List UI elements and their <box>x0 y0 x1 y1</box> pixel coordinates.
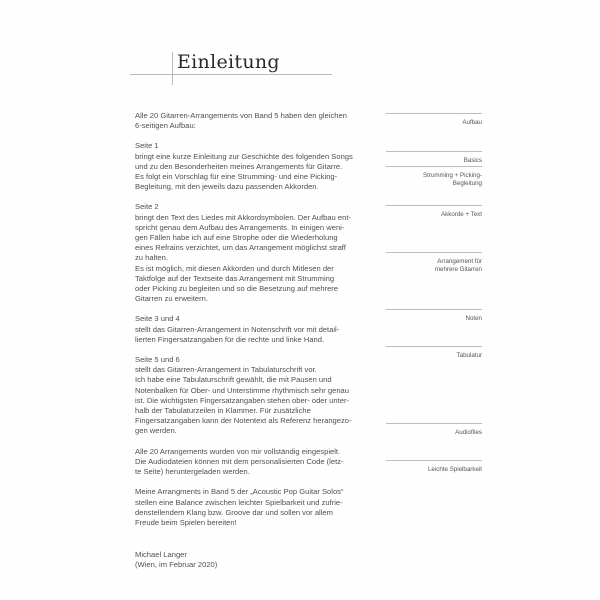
text-line: stellt das Gitarren-Arrangement in Notenschrift vor mit detail- <box>135 324 340 334</box>
margin-note <box>386 205 482 219</box>
margin-note <box>386 460 482 474</box>
text-line: eines Refrains verzichtet, um das Arrangement möglichst straff <box>135 243 346 253</box>
signature-name: Michael Langer <box>135 550 187 560</box>
margin-rule <box>386 423 482 424</box>
text-line: denstellendem Klang bzw. Groove dar und sollen vor allem <box>135 507 333 517</box>
paragraph <box>135 447 375 478</box>
text-line: Es ist möglich, mit diesen Akkorden und durch Mitlesen der <box>135 263 334 273</box>
margin-label-line: mehrere Gitarren <box>434 266 482 274</box>
margin-label-line: Akkorde + Text <box>441 211 482 218</box>
margin-note <box>386 113 482 127</box>
margin-rule <box>386 252 482 253</box>
margin-label <box>386 466 482 474</box>
margin-rule <box>386 460 482 461</box>
margin-label <box>386 352 482 360</box>
text-line: Es folgt ein Vorschlag für eine Strumming- und eine Picking- <box>135 172 338 182</box>
text-line: bringt eine kurze Einleitung zur Geschichte des folgenden Songs <box>135 151 353 161</box>
margin-label <box>386 211 482 219</box>
paragraph <box>135 111 375 131</box>
margin-note <box>386 309 482 323</box>
margin-label-line: Basics <box>463 157 482 164</box>
margin-label <box>386 172 482 188</box>
text-line: te Seite) heruntergeladen werden. <box>135 467 250 477</box>
page-title: Einleitung <box>177 51 280 73</box>
margin-label-line: Aufbau <box>462 119 482 126</box>
text-line: stellen eine Balance zwischen leichter Spielbarkeit und zufrie- <box>135 497 343 507</box>
text-line: gen werden. <box>135 426 177 436</box>
margin-label <box>386 429 482 437</box>
text-line: Alle 20 Gitarren-Arrangements von Band 5 haben den gleichen <box>135 111 347 120</box>
text-line: Seite 5 und 6 <box>135 355 180 365</box>
text-line: gen Fällen habe ich auf eine Strophe oder die Wiederholung <box>135 233 338 243</box>
signature-place-date: (Wien, im Februar 2020) <box>135 560 218 570</box>
margin-note <box>386 346 482 360</box>
margin-label-line: Arrangement für <box>437 258 482 265</box>
text-line: Ich habe eine Tabulaturschrift gewählt, die mit Pausen und <box>135 375 332 385</box>
text-line: Seite 2 <box>135 202 159 212</box>
paragraph <box>135 355 375 437</box>
text-line: Alle 20 Arrangements wurden von mir vollständig eingespielt. <box>135 446 341 456</box>
text-line: Fingersatzangaben kann der Notentext als Referenz herangezo- <box>135 416 352 426</box>
margin-rule <box>386 309 482 310</box>
text-line: Begleitung, mit den jeweils dazu passenden Akkorden. <box>135 182 319 192</box>
text-line: bringt den Text des Liedes mit Akkordsymbolen. Der Aufbau ent- <box>135 212 351 222</box>
text-line: stellt das Gitarren-Arrangement in Tabulaturschrift vor. <box>135 365 317 375</box>
text-line: Die Audiodateien können mit dem personalisierten Code (letz- <box>135 456 344 466</box>
text-line: Meine Arrangments in Band 5 der „Acoustic Pop Guitar Solos“ <box>135 487 344 497</box>
heading-horizontal-rule <box>130 74 332 75</box>
text-line: Taktfolge auf der Textseite das Arrangement mit Strumming <box>135 273 335 283</box>
text-line: zu halten. <box>135 253 168 263</box>
margin-label-line: Noten <box>465 315 482 322</box>
text-line: lierten Fingersatzangaben für die rechte und linke Hand. <box>135 334 325 344</box>
text-line: Freude beim Spielen bereiten! <box>135 517 237 527</box>
body-text <box>135 111 375 581</box>
margin-label <box>386 315 482 323</box>
text-line: und zu den Besonderheiten meines Arrangements für Gitarre. <box>135 161 343 171</box>
margin-label <box>386 258 482 274</box>
margin-rule <box>386 166 482 167</box>
margin-note <box>386 252 482 274</box>
margin-label <box>386 157 482 165</box>
margin-rule <box>386 113 482 114</box>
text-line: halb der Tabulaturzeilen in Klammer. Für zusätzliche <box>135 406 311 416</box>
margin-rule <box>386 346 482 347</box>
margin-label-line: Strumming + Picking- <box>423 172 482 179</box>
paragraph <box>135 487 375 528</box>
margin-label-line: Leichte Spielbarkeit <box>427 466 482 473</box>
margin-label-line: Tabulatur <box>456 352 482 359</box>
margin-note <box>386 423 482 437</box>
text-line: Seite 3 und 4 <box>135 314 180 324</box>
text-line: oder Picking zu begleiten und so die Besetzung auf mehrere <box>135 284 339 294</box>
signature <box>135 550 375 570</box>
text-line: Notenbalken für Ober- und Unterstimme rhythmisch sehr genau <box>135 385 349 395</box>
paragraph <box>135 202 375 304</box>
text-line: 6-seitigen Aufbau: <box>135 121 196 131</box>
paragraph <box>135 141 375 192</box>
margin-note <box>386 166 482 188</box>
margin-rule <box>386 205 482 206</box>
text-line: Seite 1 <box>135 141 159 151</box>
margin-note <box>386 151 482 165</box>
margin-label-line: Begleitung <box>452 180 482 188</box>
margin-rule <box>386 151 482 152</box>
text-line: spricht genau dem Aufbau des Arrangements. In einigen weni- <box>135 222 345 232</box>
margin-label-line: Audiofiles <box>455 429 482 436</box>
heading-vertical-rule <box>172 52 173 85</box>
margin-label <box>386 119 482 127</box>
paragraph <box>135 314 375 345</box>
text-line: ist. Die wichtigsten Fingersatzangaben stehen ober- oder unter- <box>135 395 350 405</box>
text-line: Gitarren zu erweitern. <box>135 294 209 304</box>
